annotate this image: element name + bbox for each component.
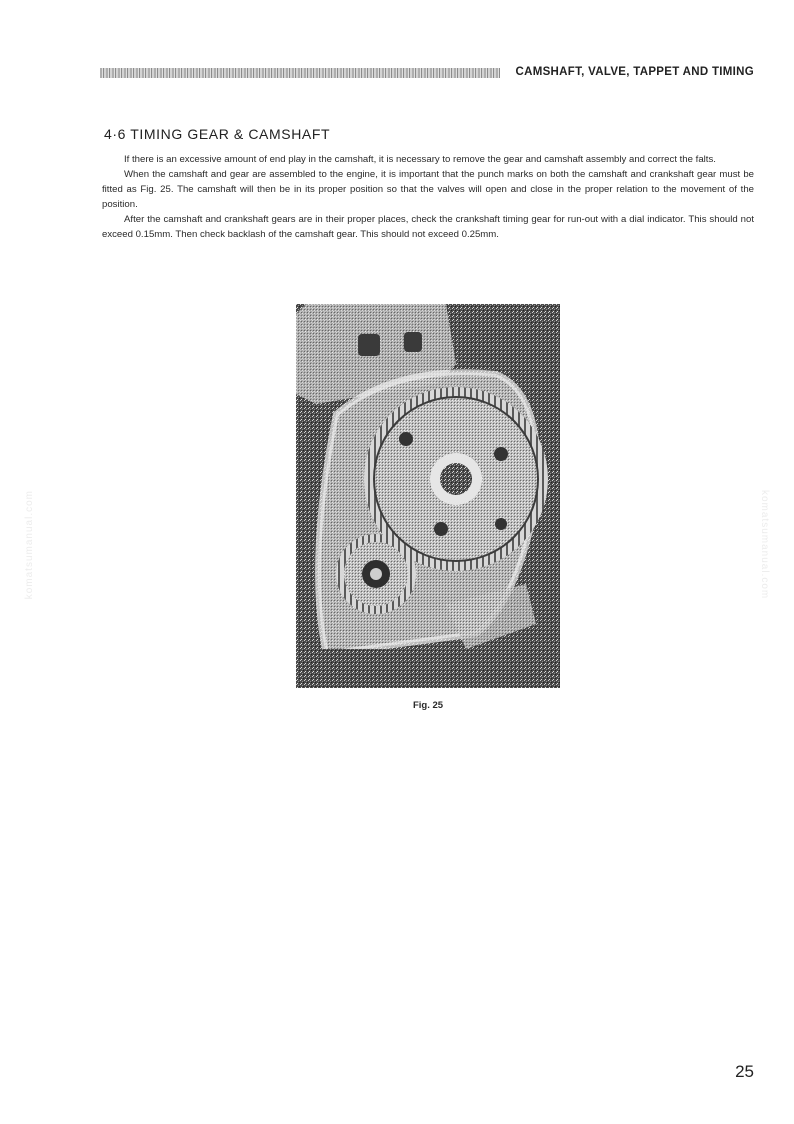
header-rule xyxy=(100,68,500,78)
body-text xyxy=(102,152,754,242)
header-title: CAMSHAFT, VALVE, TAPPET AND TIMING xyxy=(515,66,754,78)
figure-caption: Fig. 25 xyxy=(412,700,444,711)
watermark-left: komatsumanual.com xyxy=(24,490,35,600)
paragraph-1: If there is an excessive amount of end play in the camshaft, it is necessary to remove the gear and camshaft assembly and correct the falts. xyxy=(124,154,716,165)
paragraph-3: After the camshaft and crankshaft gears are in their proper places, check the crankshaft timing gear for run-out with a dial indicator. This should not exceed 0.15mm. Then check backlash of the camshaft gear. This should not exceed 0.25mm. xyxy=(102,214,754,240)
paragraph-2: When the camshaft and gear are assembled to the engine, it is important that the punch marks on both the camshaft and crankshaft gear must be fitted as Fig. 25. The camshaft will then be in its proper position so that the valves will open and close in the proper relation to the movement of the position. xyxy=(102,169,754,210)
timing-gear-photo xyxy=(296,304,560,688)
section-heading: 4·6 TIMING GEAR & CAMSHAFT xyxy=(104,126,331,142)
watermark-right: komatsumanual.com xyxy=(759,490,770,600)
page-number: 25 xyxy=(735,1062,754,1081)
